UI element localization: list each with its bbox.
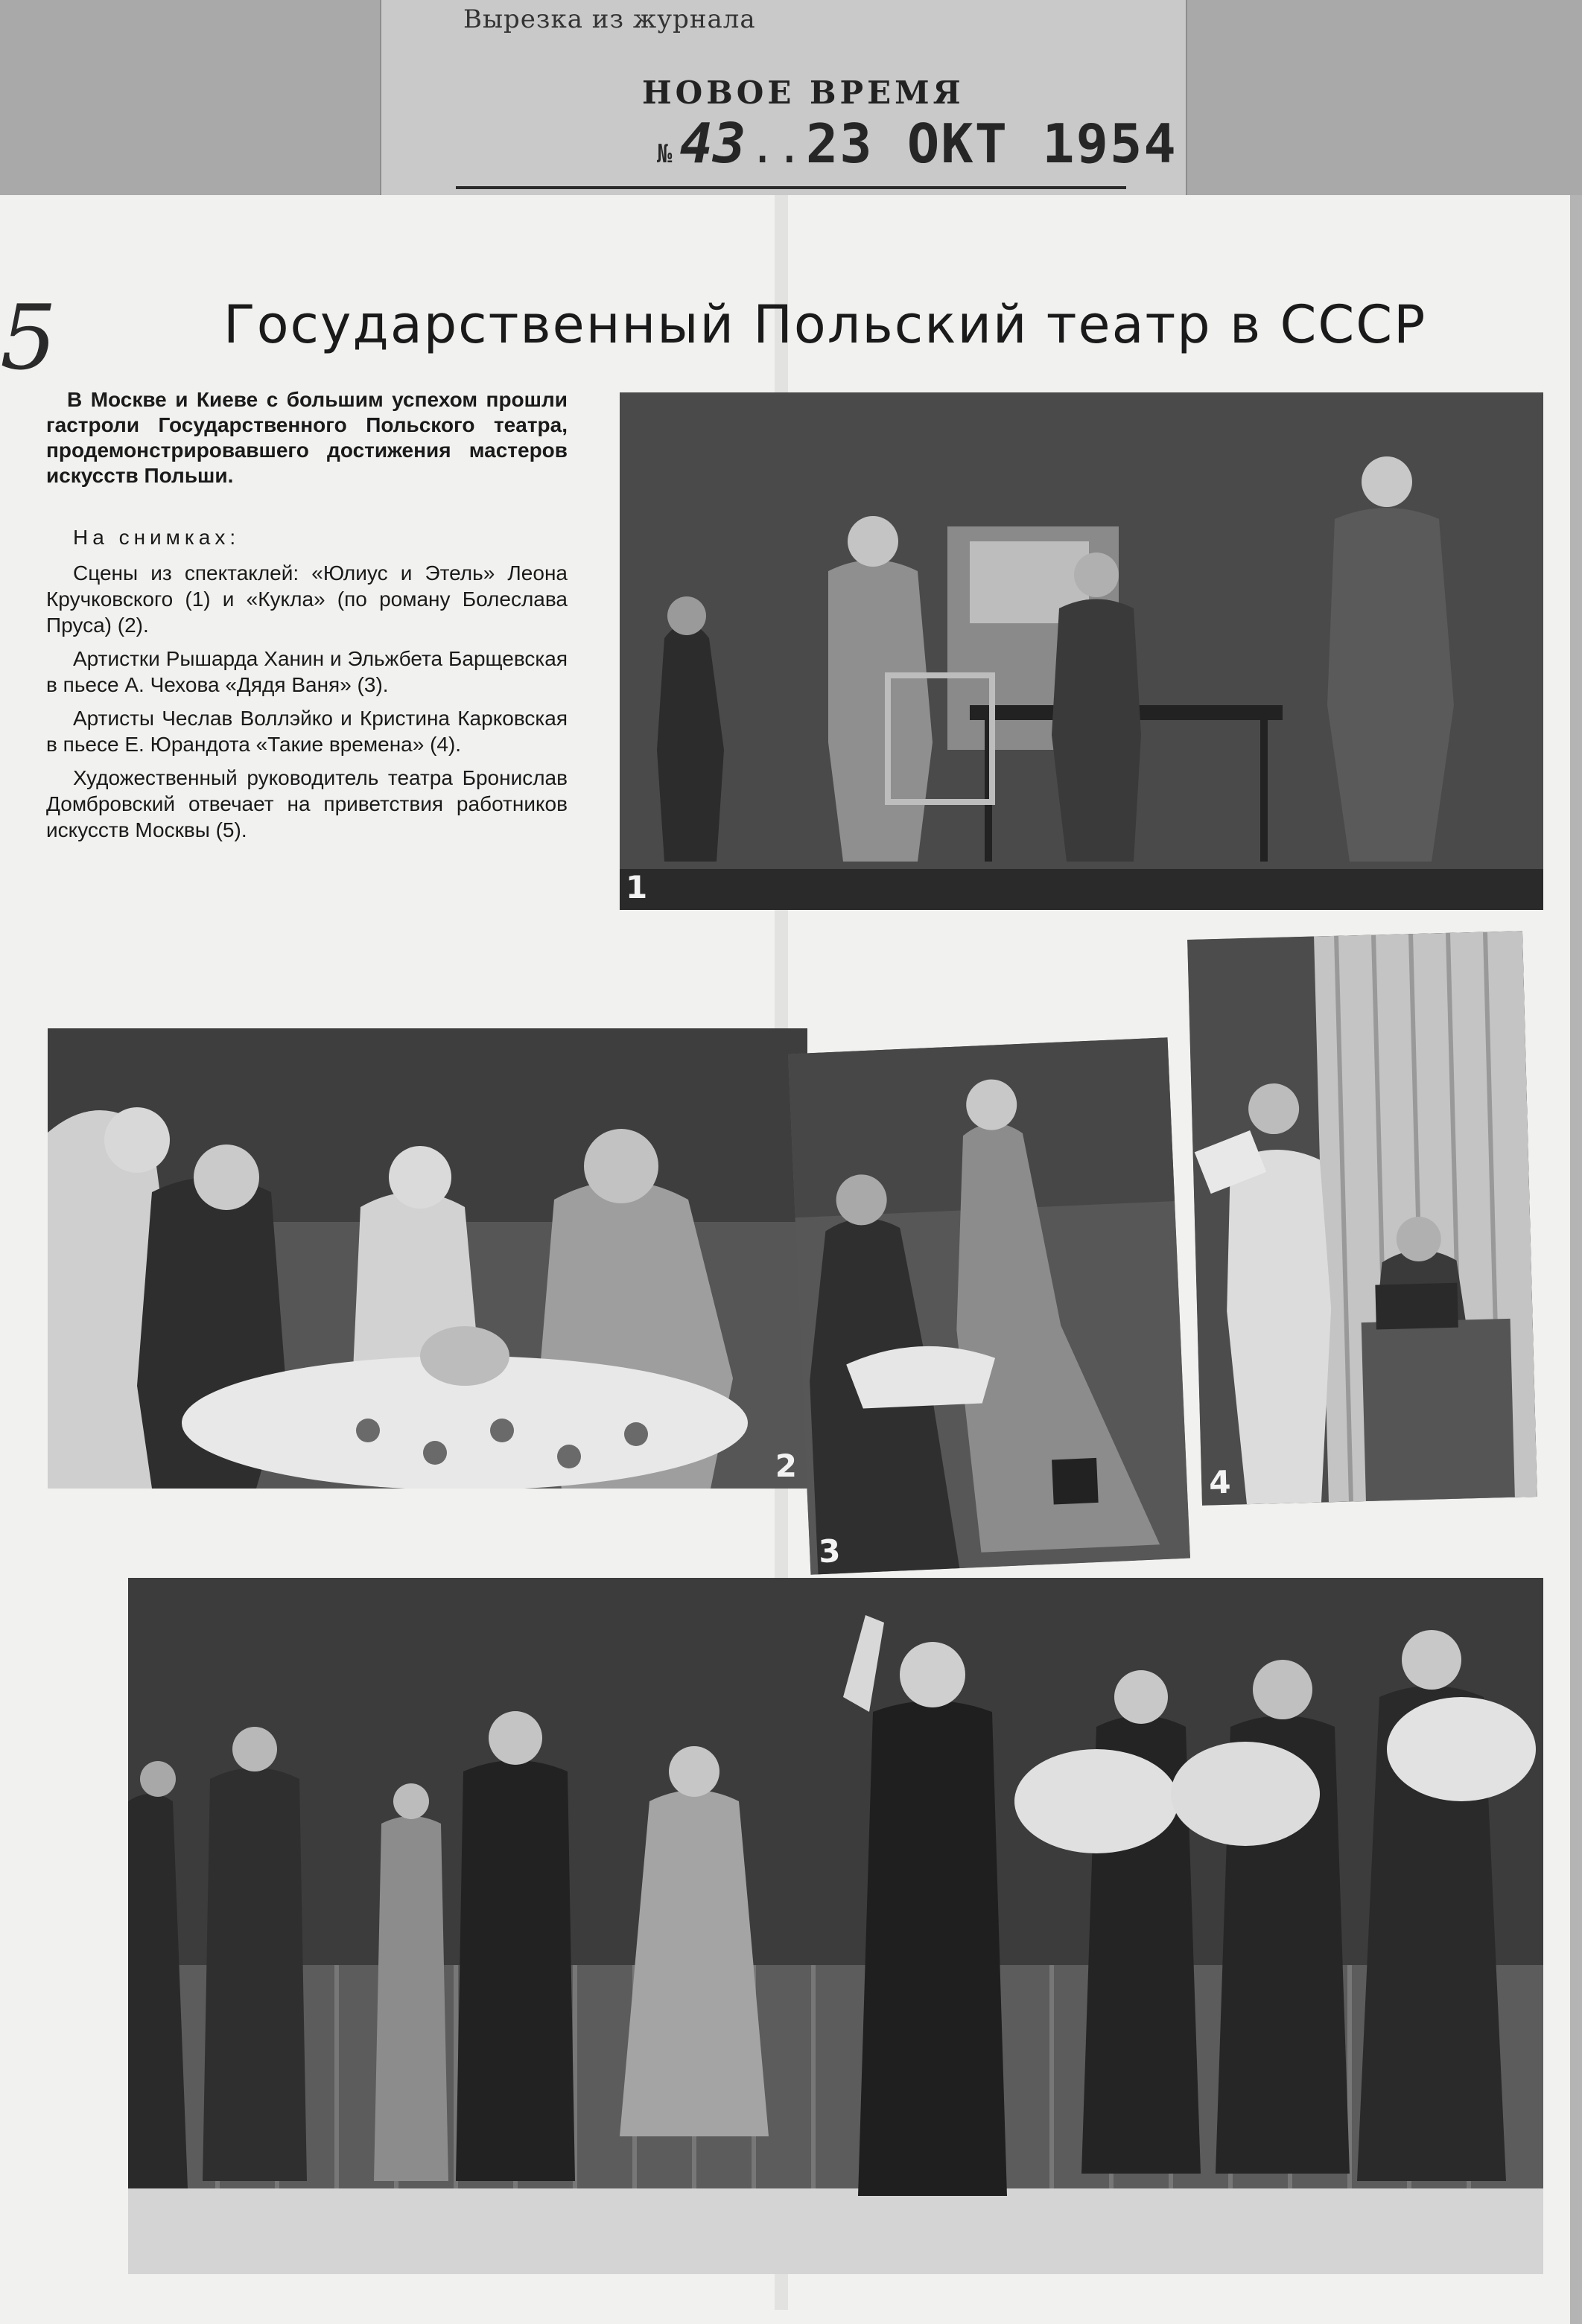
article-headline: Государственный Польский театр в СССР [223, 294, 1427, 355]
stage-scene-illustration [620, 392, 1543, 910]
two-actresses-photo [788, 1037, 1190, 1575]
photo-3-number: 3 [818, 1532, 842, 1570]
tea-table-scene-photo [48, 1028, 807, 1489]
caption-2: Артистки Рышарда Ханин и Эльжбета Барщевская в пьесе А. Чехова «Дядя Ваня» (3). [46, 647, 568, 696]
clipping-lead: Вырезка из журнала [463, 4, 756, 34]
issue-number: 43 [679, 112, 746, 176]
sheet-edge [1570, 195, 1582, 2324]
photo-2-number: 2 [775, 1448, 797, 1484]
caption-4: Художественный руководитель театра Бронислав Домбровский отвечает на приветствия работников искусств Москвы (5). [46, 766, 568, 841]
issue-separator: .. [749, 121, 803, 173]
label-rule [456, 186, 1126, 189]
caption-1: Сцены из спектаклей: «Юлиус и Этель» Леона Кручковского (1) и «Кукла» (по роману Болеслава Пруса) (2). [46, 561, 568, 637]
photo-1-number: 1 [626, 869, 648, 905]
issue-stamp [657, 112, 1178, 186]
article-intro: В Москве и Киеве с большим успехом прошли гастроли Государственного Польского театра, продемонстрировавшего достижения мастеров искусств Польши. [46, 388, 568, 487]
actors-at-desk-illustration [1187, 931, 1537, 1506]
clipping-label [380, 0, 1187, 195]
stage-scene-photo [620, 392, 1543, 910]
photo-4-number: 4 [1208, 1463, 1232, 1501]
caption-3: Артисты Чеслав Воллэйко и Кристина Карковская в пьесе Е. Юрандота «Такие времена» (4). [46, 707, 568, 756]
tea-table-illustration [48, 1028, 807, 1489]
handwritten-mark: 5 [0, 287, 57, 390]
magazine-name: НОВОЕ ВРЕМЯ [642, 74, 965, 111]
curtain-call-photo [128, 1578, 1543, 2274]
photos-heading: На снимках: [73, 526, 241, 549]
article-text [46, 387, 568, 850]
curtain-call-illustration [128, 1578, 1543, 2274]
number-sign: № [657, 139, 673, 169]
issue-date: 23 ОКТ 1954 [805, 112, 1178, 175]
actors-at-desk-photo [1187, 931, 1537, 1506]
two-actresses-illustration [788, 1037, 1190, 1575]
